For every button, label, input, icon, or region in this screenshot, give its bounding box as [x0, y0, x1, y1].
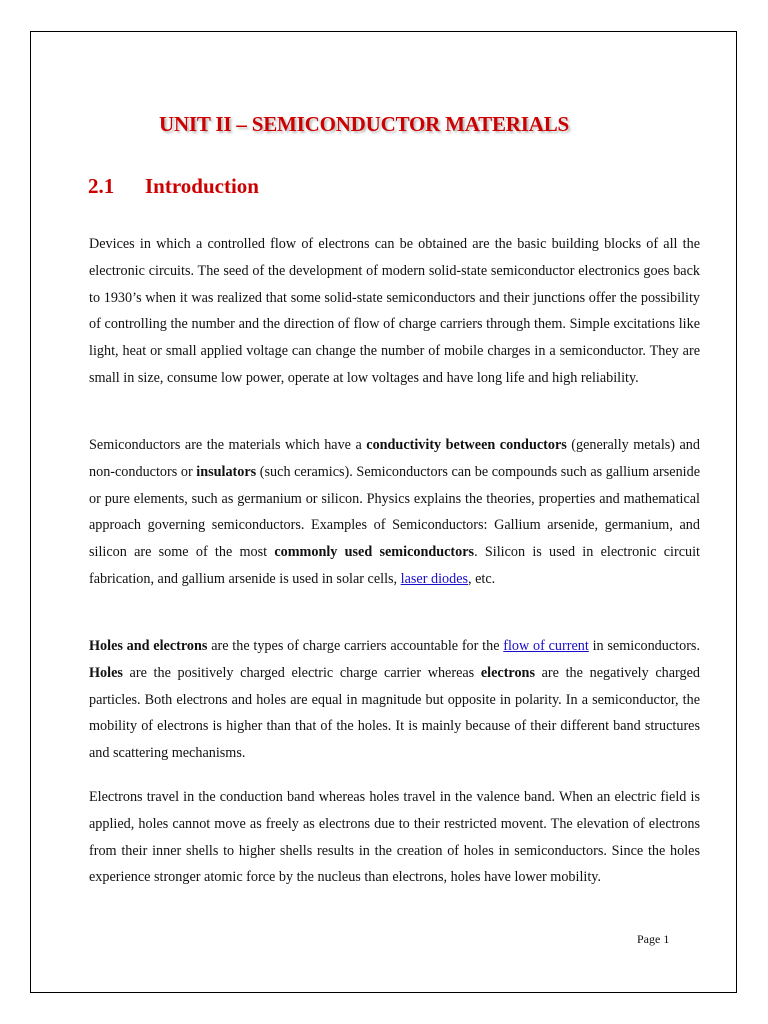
para3-bold-electrons: electrons [480, 664, 535, 681]
para3-bold-holes: Holes [89, 664, 123, 681]
para3-text-2: in semiconductors. [588, 638, 700, 654]
para2-bold-conductivity: conductivity between conductors [366, 437, 567, 453]
section-heading [88, 174, 259, 199]
unit-title: UNIT II – SEMICONDUCTOR MATERIALS [159, 112, 569, 136]
section-number: 2.1 [88, 174, 115, 198]
para2-text-4: . Silicon is used in electronic circuit fabrication, and gallium arsenide is used in solar cells, [89, 544, 700, 587]
para2-text-5: , etc. [468, 570, 496, 587]
para2-text-1: Semiconductors are the materials which have a [89, 437, 367, 453]
para3-text-3: are the positively charged electric charge carrier whereas [122, 664, 481, 681]
paragraph-semiconductors [89, 432, 700, 593]
para2-text-3: (such ceramics). Semiconductors can be compounds such as gallium arsenide or pure elements, such as germanium or silicon. Physics explains the theories, properties and mathematical approach governing semiconductors. Examples of Semiconductors: Gallium arsenide, germanium, and silicon are some of the most [89, 463, 700, 561]
paragraph-intro: Devices in which a controlled flow of electrons can be obtained are the basic building blocks of all the electronic circuits. The seed of the development of modern solid-state semiconductor electronics goes back to 1930’s when it was realized that some solid-state semiconductors and their junctions offer the possibility of controlling the number and the direction of flow of charge carriers through them. Simple excitations like light, heat or small applied voltage can change the number of mobile charges in a semiconductor. They are small in size, consume low power, operate at low voltages and have long life and high reliability. [89, 236, 700, 386]
para2-bold-insulators: insulators [196, 463, 257, 480]
paragraph-holes-electrons [89, 633, 700, 767]
section-title: Introduction [145, 174, 259, 198]
paragraph-mobility: Electrons travel in the conduction band whereas holes travel in the valence band. When an electric field is applied, holes cannot move as freely as electrons due to their restricted movent. The elevation of electrons from their inner shells to higher shells results in the creation of holes in semiconductors. Since the holes experience stronger atomic force by the nucleus than electrons, holes have lower mobility. [89, 789, 700, 886]
para2-bold-common-semiconductors: commonly used semiconductors [274, 544, 475, 561]
para3-bold-holes-electrons: Holes and electrons [89, 638, 208, 654]
flow-of-current-link[interactable]: flow of current [503, 638, 589, 654]
para3-text-4: are the negatively charged particles. Both electrons and holes are equal in magnitude but opposite in polarity. In a semiconductor, the mobility of electrons is higher than that of the holes. It is mainly because of their different band structures and scattering mechanisms. [89, 664, 700, 762]
para2-text-2: (generally metals) and non-conductors or [89, 437, 700, 480]
page-number: Page 1 [637, 932, 670, 946]
laser-diodes-link[interactable]: laser diodes [400, 570, 469, 587]
para3-text-1: are the types of charge carriers accountable for the [207, 638, 504, 654]
